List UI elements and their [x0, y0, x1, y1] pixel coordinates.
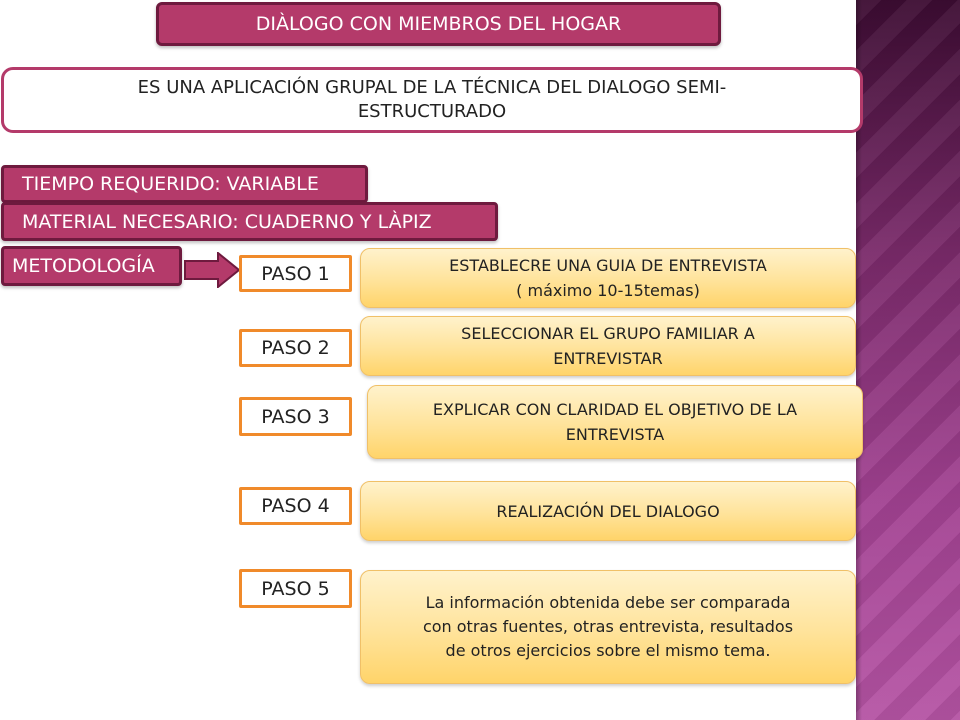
paso-1-line-2: ( máximo 10-15temas): [516, 281, 700, 300]
paso-2-line-2: ENTREVISTAR: [553, 349, 663, 368]
paso-2-line-1: SELECCIONAR EL GRUPO FAMILIAR A: [461, 324, 755, 343]
paso-2-description: [360, 316, 856, 376]
paso-3-line-1: EXPLICAR CON CLARIDAD EL OBJETIVO DE LA: [432, 400, 798, 419]
decorative-side-band: [856, 0, 960, 720]
paso-3-label: PASO 3: [239, 397, 352, 436]
paso-5-description: [360, 570, 856, 684]
description-box: [1, 67, 863, 133]
paso-5-line-3: de otros ejercicios sobre el mismo tema.: [445, 641, 771, 660]
paso-1-description: [360, 248, 856, 308]
description-line-1: ES UNA APLICACIÓN GRUPAL DE LA TÉCNICA DEL DIALOGO SEMI-: [137, 77, 727, 98]
paso-3-description: [367, 385, 863, 459]
arrow-right-icon: [184, 252, 240, 288]
material-necesario-label: MATERIAL NECESARIO: CUADERNO Y LÀPIZ: [1, 202, 498, 241]
tiempo-requerido-label: TIEMPO REQUERIDO: VARIABLE: [1, 165, 368, 203]
paso-4-label: PASO 4: [239, 487, 352, 525]
paso-5-label: PASO 5: [239, 569, 352, 608]
metodologia-label: METODOLOGÍA: [1, 246, 182, 286]
paso-5-line-1: La información obtenida debe ser comparada: [425, 593, 791, 612]
paso-3-line-2: ENTREVISTA: [565, 425, 665, 444]
description-line-2: ESTRUCTURADO: [357, 101, 507, 122]
paso-1-label: PASO 1: [239, 255, 352, 292]
paso-2-label: PASO 2: [239, 329, 352, 367]
slide-title: DIÀLOGO CON MIEMBROS DEL HOGAR: [156, 2, 721, 46]
paso-4-description: [360, 481, 856, 541]
paso-5-line-2: con otras fuentes, otras entrevista, resultados: [422, 617, 794, 636]
paso-4-line-1: REALIZACIÓN DEL DIALOGO: [496, 501, 720, 521]
paso-1-line-1: ESTABLECRE UNA GUIA DE ENTREVISTA: [449, 256, 767, 275]
